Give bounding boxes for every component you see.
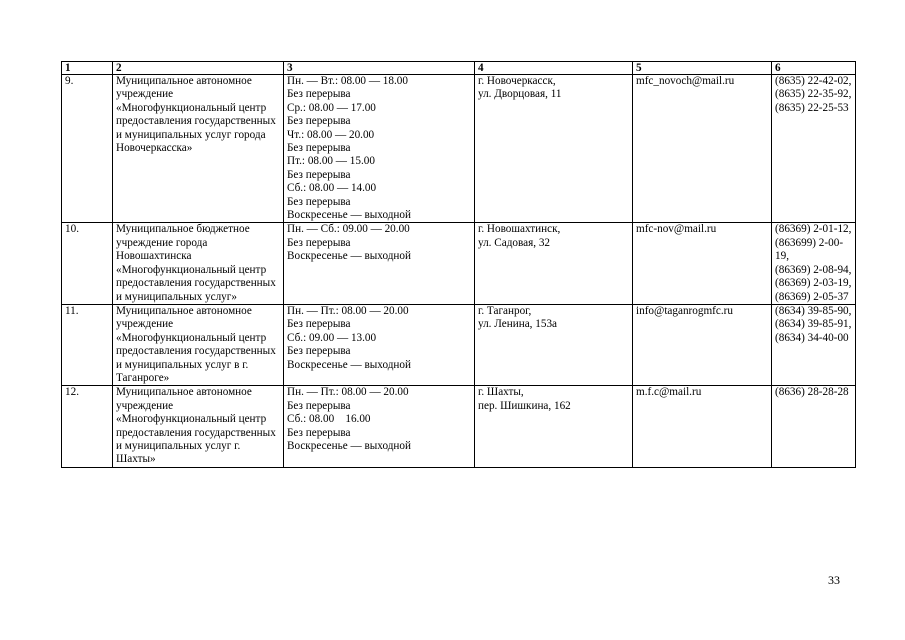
- phone-line: (86369) 2-03-19,: [775, 277, 852, 290]
- phone-line: (8635) 22-42-02,: [775, 75, 852, 87]
- header-col-3: 3: [284, 62, 475, 75]
- row-number: 12.: [62, 386, 113, 467]
- hours-line: Воскресенье — выходной: [287, 209, 411, 222]
- hours-line: Пн. — Сб.: 09.00 — 20.00: [287, 223, 410, 236]
- email: mfc-nov@mail.ru: [633, 223, 772, 304]
- address-line: ул. Садовая, 32: [478, 236, 551, 249]
- row-number: 10.: [62, 223, 113, 304]
- working-hours: [284, 75, 475, 223]
- address-line: ул. Дворцовая, 11: [478, 88, 562, 101]
- hours-line: Без перерыва: [287, 168, 351, 181]
- organization-name: Муниципальное автономное учреждение «Многофункциональный центр предоставления государственных и муниципальных услуг в г. Таганроге»: [113, 304, 284, 385]
- phone-line: (86369) 2-08-94,: [775, 263, 852, 276]
- address-line: г. Таганрог,: [478, 304, 532, 317]
- email: mfc_novoch@mail.ru: [633, 75, 772, 223]
- hours-line: Без перерыва: [287, 88, 351, 101]
- header-row: [62, 62, 856, 75]
- header-col-5: 5: [633, 62, 772, 75]
- hours-line: Без перерыва: [287, 195, 351, 208]
- hours-line: Воскресенье — выходной: [287, 250, 411, 263]
- organization-name: Муниципальное автономное учреждение «Многофункциональный центр предоставления государственных и муниципальных услуг города Новочеркасска»: [113, 75, 284, 223]
- hours-line: Пт.: 08.00 — 15.00: [287, 155, 375, 168]
- hours-line: Воскресенье — выходной: [287, 439, 411, 452]
- phone-line: (8635) 22-25-53: [775, 101, 849, 114]
- phones: [772, 223, 856, 304]
- hours-line: Без перерыва: [287, 426, 351, 439]
- page-number: 33: [828, 573, 840, 587]
- institutions-table: [61, 61, 856, 468]
- header-col-6: 6: [772, 62, 856, 75]
- phone-line: (8636) 28-28-28: [775, 386, 849, 399]
- header-col-2: 2: [113, 62, 284, 75]
- address: [475, 386, 633, 467]
- phone-line: (8634) 39-85-91,: [775, 318, 852, 331]
- hours-line: Без перерыва: [287, 142, 351, 155]
- header-col-1: 1: [62, 62, 113, 75]
- phone-line: (8634) 39-85-90,: [775, 304, 852, 317]
- hours-line: Пн. — Пт.: 08.00 — 20.00: [287, 304, 409, 317]
- table-row: [62, 75, 856, 223]
- row-number: 9.: [62, 75, 113, 223]
- hours-line: Без перерыва: [287, 236, 351, 249]
- email: m.f.c@mail.ru: [633, 386, 772, 467]
- address-line: г. Новочеркасск,: [478, 75, 556, 87]
- organization-name: Муниципальное автономное учреждение «Многофункциональный центр предоставления государственных и муниципальных услуг г. Шахты»: [113, 386, 284, 467]
- address: [475, 223, 633, 304]
- phones: [772, 75, 856, 223]
- phones: [772, 386, 856, 467]
- address-line: ул. Ленина, 153а: [478, 318, 558, 331]
- email: info@taganrogmfc.ru: [633, 304, 772, 385]
- hours-line: Сб.: 09.00 — 13.00: [287, 331, 377, 344]
- hours-line: Пн. — Вт.: 08.00 — 18.00: [287, 75, 408, 87]
- address: [475, 75, 633, 223]
- row-number: 11.: [62, 304, 113, 385]
- address-line: пер. Шишкина, 162: [478, 399, 571, 412]
- header-col-4: 4: [475, 62, 633, 75]
- hours-line: Пн. — Пт.: 08.00 — 20.00: [287, 386, 409, 399]
- hours-line: Без перерыва: [287, 345, 351, 358]
- hours-line: Без перерыва: [287, 318, 351, 331]
- hours-line: Сб.: 08.00 16.00: [287, 413, 371, 426]
- table-row: [62, 223, 856, 304]
- phone-line: (863699) 2-00-19,: [775, 236, 844, 263]
- phone-line: (8635) 22-35-92,: [775, 88, 852, 101]
- table-row: [62, 304, 856, 385]
- working-hours: [284, 223, 475, 304]
- address-line: г. Шахты,: [478, 386, 524, 399]
- working-hours: [284, 386, 475, 467]
- hours-line: Сб.: 08.00 — 14.00: [287, 182, 377, 195]
- phone-line: (86369) 2-05-37: [775, 290, 849, 303]
- hours-line: Без перерыва: [287, 399, 351, 412]
- hours-line: Без перерыва: [287, 115, 351, 128]
- address: [475, 304, 633, 385]
- table-row: [62, 386, 856, 467]
- working-hours: [284, 304, 475, 385]
- hours-line: Чт.: 08.00 — 20.00: [287, 128, 375, 141]
- address-line: г. Новошахтинск,: [478, 223, 561, 236]
- phone-line: (8634) 34-40-00: [775, 331, 849, 344]
- organization-name: Муниципальное бюджетное учреждение города Новошахтинска «Многофункциональный центр предоставления государственных и муниципальных услуг»: [113, 223, 284, 304]
- hours-line: Воскресенье — выходной: [287, 358, 411, 371]
- phones: [772, 304, 856, 385]
- hours-line: Ср.: 08.00 — 17.00: [287, 101, 376, 114]
- phone-line: (86369) 2-01-12,: [775, 223, 852, 236]
